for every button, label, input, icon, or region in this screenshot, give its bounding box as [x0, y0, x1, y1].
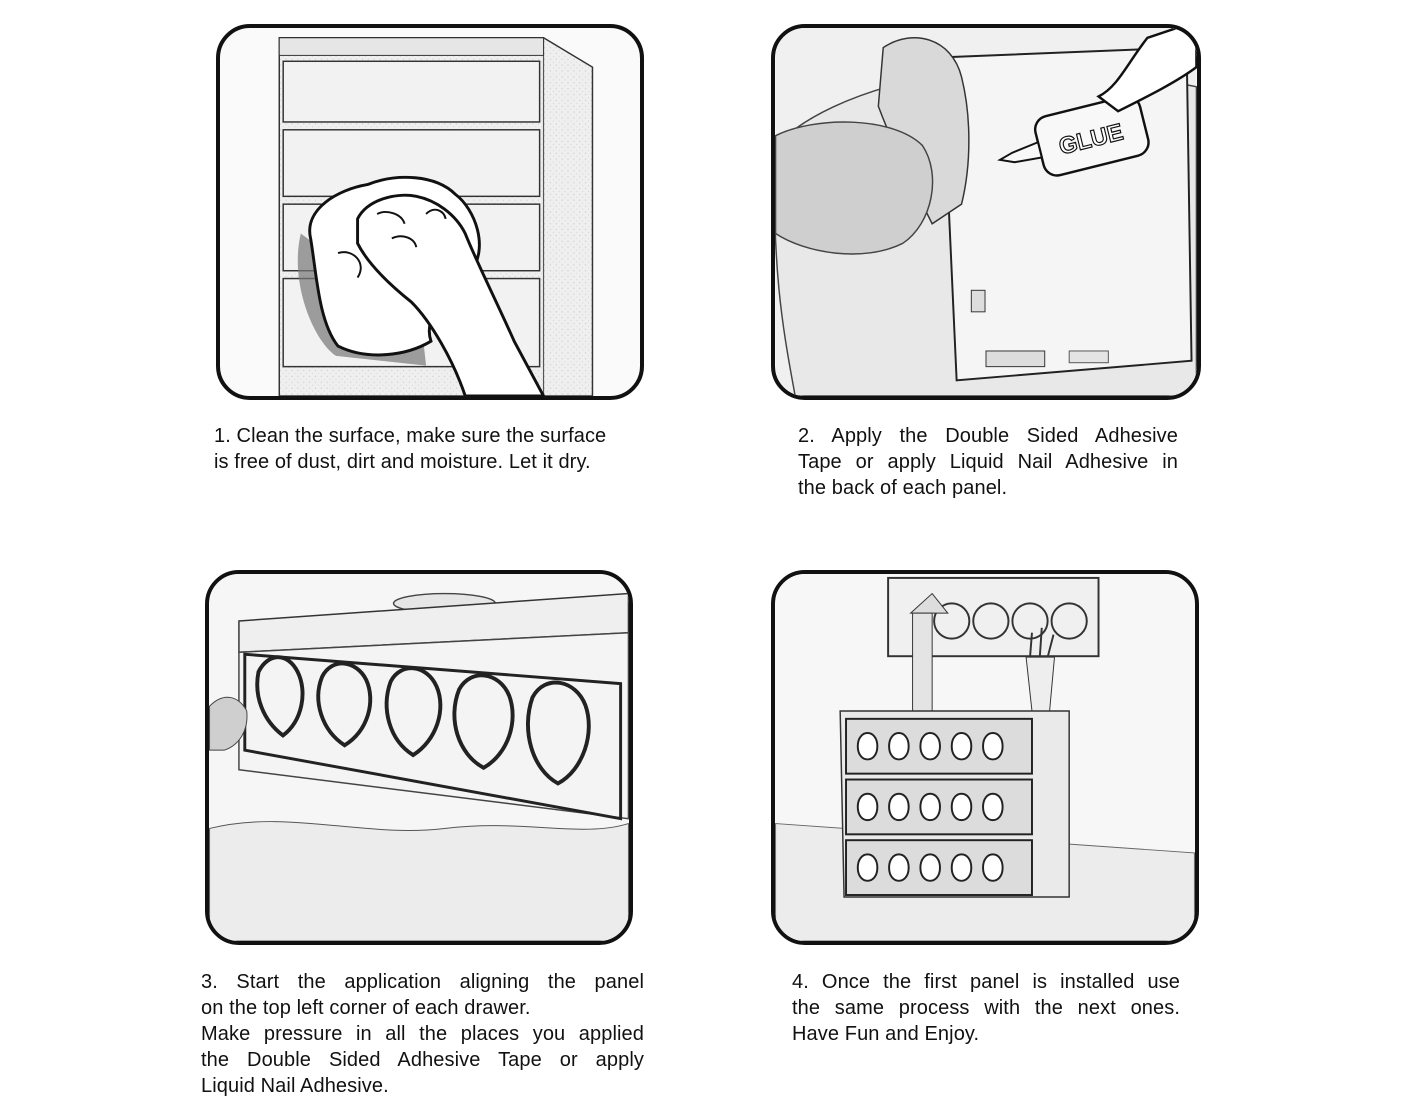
caption-line: the back of each panel. [798, 477, 1008, 499]
step-2-caption [798, 423, 1178, 501]
step-1-illustration [216, 24, 644, 400]
caption-line: 4. Once the first panel is installed use [792, 971, 1180, 993]
caption-line: the Double Sided Adhesive Tape or apply [201, 1049, 644, 1071]
step-2-illustration [771, 24, 1201, 400]
caption-line: Have Fun and Enjoy. [792, 1023, 980, 1045]
caption-line: the same process with the next ones. [792, 997, 1180, 1019]
step-3-caption [201, 969, 644, 1099]
caption-line: Tape or apply Liquid Nail Adhesive in [798, 451, 1178, 473]
step-3-illustration [205, 570, 633, 945]
glue-label: GLUE [1056, 118, 1126, 160]
dresser-wipe-image [220, 28, 640, 396]
glue-application-image [775, 28, 1197, 396]
caption-line: Liquid Nail Adhesive. [201, 1075, 389, 1097]
caption-line: 1. Clean the surface, make sure the surface [214, 425, 607, 447]
step-1-caption [214, 423, 606, 475]
caption-line: is free of dust, dirt and moisture. Let it dry. [214, 451, 591, 473]
caption-line: on the top left corner of each drawer. [201, 997, 531, 1019]
step-4-caption [792, 969, 1180, 1047]
caption-line: Make pressure in all the places you applied [201, 1023, 644, 1045]
panel-alignment-image [209, 574, 629, 941]
caption-line: 3. Start the application aligning the panel [201, 971, 644, 993]
finished-dresser-image [775, 574, 1195, 941]
caption-line: 2. Apply the Double Sided Adhesive [798, 425, 1178, 447]
step-4-illustration [771, 570, 1199, 945]
